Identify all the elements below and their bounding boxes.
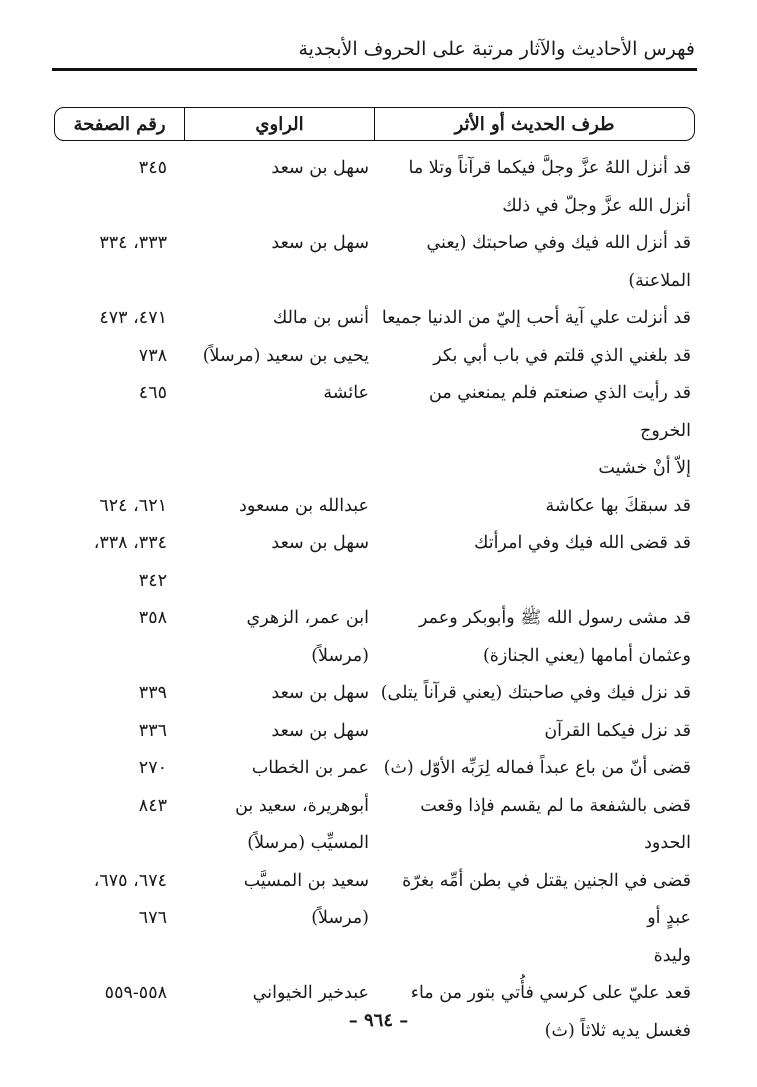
page-ref	[54, 488, 185, 526]
page-ref	[54, 525, 185, 600]
narrator-text	[185, 525, 375, 600]
page-ref	[54, 300, 185, 338]
hadith-text-line: قد أنزل اللهُ عزَّ وجلَّ فيكما قرآناً وتلا ما	[408, 158, 691, 178]
narrator-text-line: سهل بن سعد	[271, 533, 369, 553]
page-ref	[54, 225, 185, 300]
narrator-text-line: سهل بن سعد	[271, 158, 369, 178]
narrator-text	[185, 675, 375, 713]
hadith-text	[375, 863, 695, 976]
hadith-text-line: قد قضى الله فيك وفي امرأتك	[473, 533, 691, 553]
page-ref-line: ٢٧٠	[138, 758, 167, 778]
page-ref-line: ٤٧١، ٤٧٣	[99, 308, 167, 328]
hadith-text	[375, 600, 695, 675]
hadith-text	[375, 300, 695, 338]
page-ref-line: ٣٤٥	[138, 158, 167, 178]
page-ref-line: ٣٥٨	[138, 608, 167, 628]
hadith-text-line: قد أنزل الله فيك وفي صاحبتك (يعني	[426, 233, 691, 253]
narrator-text	[185, 600, 375, 675]
hadith-text-line: فغسل يديه ثلاثاً (ث)	[544, 1020, 691, 1041]
page-ref-line: ٣٣٤، ٣٣٨،	[93, 533, 167, 553]
hadith-text	[375, 338, 695, 376]
page-ref-line: ٣٣٩	[138, 683, 167, 703]
hadith-text	[375, 488, 695, 526]
hadith-text-line: إلاّ أنْ خشيت	[598, 458, 691, 478]
narrator-text-line: سعيد بن المسيَّب	[243, 870, 369, 891]
page-ref	[54, 713, 185, 751]
table-row	[54, 750, 695, 788]
narrator-text-line: سهل بن سعد	[271, 233, 369, 253]
hadith-text	[375, 713, 695, 751]
hadith-text	[375, 525, 695, 600]
narrator-text-line: أبوهريرة، سعيد بن	[235, 795, 369, 816]
page-ref	[54, 863, 185, 976]
narrator-text-line: عبدخير الخيواني	[252, 983, 369, 1003]
hadith-text-line: أنزل الله عزَّ وجلّ في ذلك	[502, 195, 691, 216]
narrator-text	[185, 150, 375, 225]
hadith-text-line: قد سبقكَ بها عكاشة	[545, 495, 691, 516]
hadith-text	[375, 225, 695, 300]
table-row	[54, 375, 695, 488]
narrator-text	[185, 713, 375, 751]
table-row	[54, 788, 695, 863]
hadith-text-line: وليدة	[653, 945, 691, 966]
page-ref	[54, 788, 185, 863]
table-row	[54, 713, 695, 751]
hadith-text-line: وعثمان أمامها (يعني الجنازة)	[482, 645, 691, 666]
hadith-text	[375, 150, 695, 225]
table-row	[54, 863, 695, 976]
narrator-text	[185, 225, 375, 300]
narrator-text	[185, 863, 375, 976]
hadith-text-line: قد بلغني الذي قلتم في باب أبي بكر	[433, 345, 691, 366]
page-ref-line: ٣٣٣، ٣٣٤	[99, 233, 167, 253]
hadith-text	[375, 750, 695, 788]
page-ref-line: ٧٣٨	[138, 345, 167, 366]
page-ref-line: ٣٣٦	[138, 720, 167, 741]
page-number: – ٩٦٤ –	[348, 1010, 409, 1031]
narrator-text	[185, 300, 375, 338]
index-table	[54, 150, 695, 1050]
page-ref	[54, 338, 185, 376]
hadith-text	[375, 675, 695, 713]
table-row	[54, 150, 695, 225]
narrator-text-line: يحيى بن سعيد (مرسلاً)	[202, 345, 369, 366]
hadith-text-line: قضى بالشفعة ما لم يقسم فإذا وقعت الحدود	[420, 795, 691, 853]
table-row	[54, 225, 695, 300]
running-head: فهرس الأحاديث والآثار مرتبة على الحروف الأبجدية	[298, 38, 695, 60]
narrator-text	[185, 375, 375, 488]
table-row	[54, 338, 695, 376]
narrator-text-line: سهل بن سعد	[271, 720, 369, 741]
narrator-text-line: أنس بن مالك	[272, 308, 369, 328]
table-row	[54, 600, 695, 675]
page-ref-line: ٣٤٢	[138, 570, 167, 591]
narrator-text-line: (مرسلاً)	[311, 645, 369, 666]
narrator-text-line: عمر بن الخطاب	[251, 758, 369, 778]
header-rule	[52, 68, 697, 71]
hadith-text-line: قد رأيت الذي صنعتم فلم يمنعني من الخروج	[429, 383, 691, 441]
narrator-text	[185, 488, 375, 526]
page-ref-line: ٦٧٦	[138, 908, 167, 928]
column-header-narrator: الراوي	[184, 108, 374, 140]
hadith-text-line: قضى في الجنين يقتل في بطن أمِّه بغرّة عبدٍ أو	[402, 870, 691, 928]
hadith-text-line: قضى أنّ من باع عبداً فماله لِرَبِّه الأوّل (ث)	[383, 758, 691, 778]
table-row	[54, 488, 695, 526]
narrator-text	[185, 788, 375, 863]
narrator-text-line: عبدالله بن مسعود	[239, 495, 369, 516]
page-ref	[54, 675, 185, 713]
page-ref	[54, 150, 185, 225]
page-ref	[54, 600, 185, 675]
page-ref	[54, 750, 185, 788]
narrator-text-line: سهل بن سعد	[271, 683, 369, 703]
hadith-text-line: قد نزل فيكما القرآن	[544, 720, 691, 741]
narrator-text	[185, 750, 375, 788]
hadith-text	[375, 375, 695, 488]
column-header-page: رقم الصفحة	[73, 113, 166, 135]
column-header	[54, 107, 695, 141]
page-ref-line: ٦٧٤، ٦٧٥،	[93, 870, 167, 891]
hadith-text	[375, 788, 695, 863]
narrator-text-line: عائشة	[323, 383, 369, 403]
narrator-text-line: ابن عمر، الزهري	[246, 608, 369, 628]
hadith-text-line: قعد عليّ على كرسي فأُتي بتور من ماء	[410, 983, 691, 1003]
narrator-text-line: المسيِّب (مرسلاً)	[247, 833, 369, 853]
hadith-text-line: قد مشى رسول الله ﷺ وأبوبكر وعمر	[419, 608, 691, 628]
narrator-text-line: (مرسلاً)	[311, 908, 369, 928]
narrator-text	[185, 338, 375, 376]
hadith-text-line: الملاعنة)	[628, 270, 691, 291]
page-ref-line: ٤٦٥	[138, 383, 167, 403]
hadith-text-line: قد أنزلت علي آية أحب إليّ من الدنيا جميعا	[381, 308, 691, 328]
table-row	[54, 300, 695, 338]
column-header-hadith: طرف الحديث أو الأثر	[374, 108, 694, 140]
page-ref-line: ٥٥٨-٥٥٩	[104, 983, 167, 1003]
page-ref-line: ٨٤٣	[138, 795, 167, 816]
page-ref	[54, 375, 185, 488]
page-ref-line: ٦٢١، ٦٢٤	[99, 495, 167, 516]
table-row	[54, 675, 695, 713]
table-row	[54, 525, 695, 600]
hadith-text-line: قد نزل فيك وفي صاحبتك (يعني قرآناً يتلى)	[380, 683, 691, 703]
